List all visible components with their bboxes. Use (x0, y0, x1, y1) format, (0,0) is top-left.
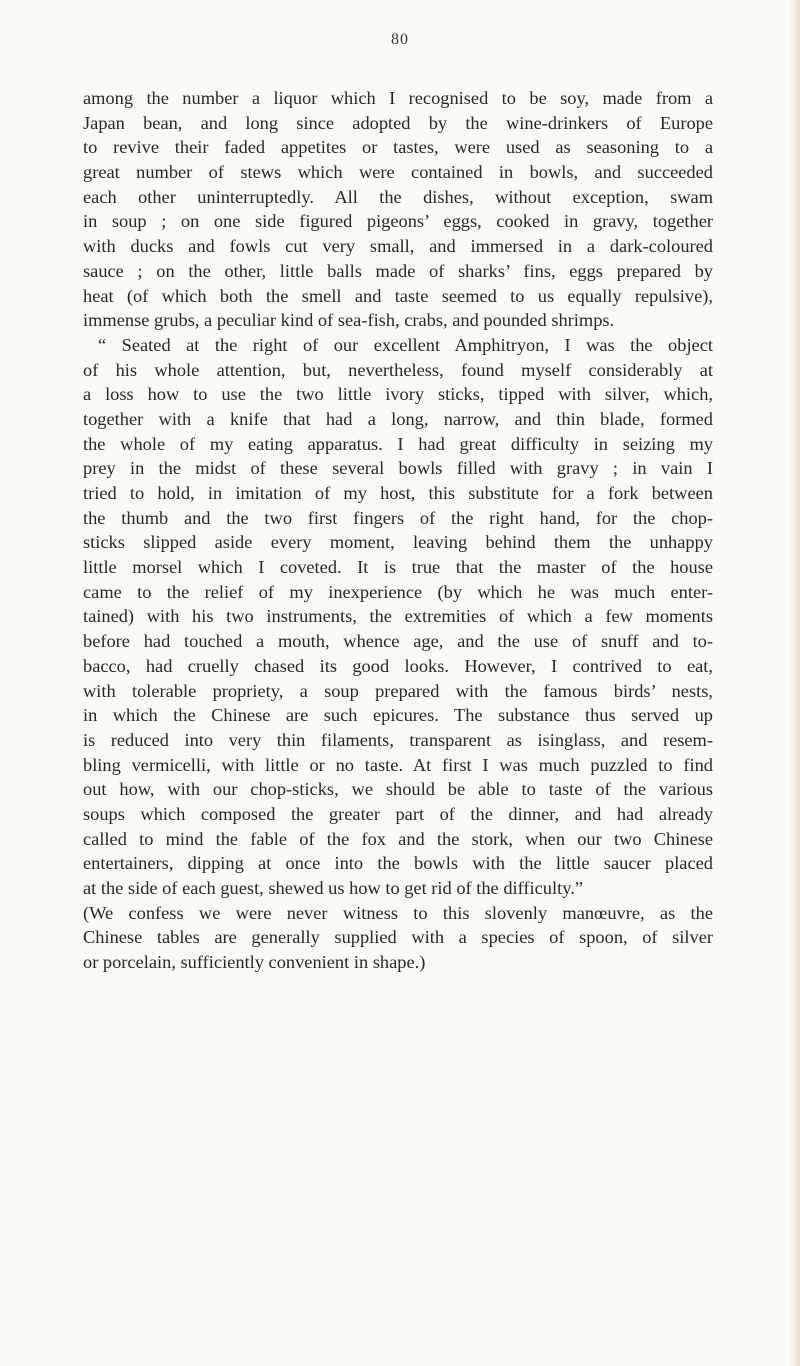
text-line: heat (of which both the smell and taste seemed to us equally repulsive), (83, 285, 713, 306)
text-line: (We confess we were never witness to this slovenly manœuvre, as the (83, 902, 713, 923)
text-line: tained) with his two instruments, the extremities of which a few moments (83, 606, 713, 627)
text-line: to revive their faded appetites or tastes, were used as seasoning to a (83, 137, 713, 158)
text-line: each other uninterruptedly. All the dishes, without exception, swam (83, 186, 713, 207)
text-line: out how, with our chop-sticks, we should be able to taste of the various (83, 779, 713, 800)
text-line: prey in the midst of these several bowls filled with gravy ; in vain I (83, 458, 713, 479)
text-line: or porcelain, sufficiently convenient in shape.) (83, 952, 426, 973)
text-line: a loss how to use the two little ivory sticks, tipped with silver, which, (83, 384, 713, 405)
text-line: bling vermicelli, with little or no taste. At first I was much puzzled to find (83, 754, 713, 775)
text-line: sticks slipped aside every moment, leaving behind them the unhappy (83, 532, 713, 553)
text-line: at the side of each guest, shewed us how to get rid of the difficulty.” (83, 878, 583, 898)
text-line: entertainers, dipping at once into the bowls with the little saucer placed (83, 853, 713, 874)
page-edge-shadow (790, 0, 800, 1366)
text-line: “ Seated at the right of our excellent Amphitryon, I was the object (98, 334, 713, 355)
text-line: great number of stews which were contained in bowls, and succeeded (83, 162, 713, 183)
text-line: Japan bean, and long since adopted by the wine-drinkers of Europe (83, 112, 713, 133)
text-line: soups which composed the greater part of the dinner, and had already (83, 803, 713, 824)
text-line: among the number a liquor which I recognised to be soy, made from a (83, 88, 713, 108)
text-line: called to mind the fable of the fox and the stork, when our two Chinese (83, 828, 713, 849)
text-line: the whole of my eating apparatus. I had great difficulty in seizing my (83, 433, 713, 454)
text-line: in soup ; on one side figured pigeons’ eggs, cooked in gravy, together (83, 211, 713, 232)
text-line: the thumb and the two first fingers of the right hand, for the chop- (83, 507, 713, 528)
text-line: came to the relief of my inexperience (by which he was much enter- (83, 581, 713, 602)
text-line: is reduced into very thin filaments, transparent as isinglass, and resem- (83, 729, 713, 750)
text-line: little morsel which I coveted. It is true that the master of the house (83, 557, 713, 578)
text-line: sauce ; on the other, little balls made of sharks’ fins, eggs prepared by (83, 260, 713, 281)
text-line: together with a knife that had a long, narrow, and thin blade, formed (83, 408, 713, 429)
text-line: before had touched a mouth, whence age, and the use of snuff and to- (83, 631, 713, 652)
body-text (83, 86, 713, 975)
page-number: 80 (391, 31, 409, 48)
text-line: with tolerable propriety, a soup prepared with the famous birds’ nests, (83, 680, 713, 701)
text-line: immense grubs, a peculiar kind of sea-fish, crabs, and pounded shrimps. (83, 310, 615, 331)
text-line: tried to hold, in imitation of my host, this substitute for a fork between (83, 483, 713, 503)
text-line: Chinese tables are generally supplied with a species of spoon, of silver (83, 927, 713, 948)
text-line: with ducks and fowls cut very small, and immersed in a dark-coloured (83, 236, 713, 257)
text-line: bacco, had cruelly chased its good looks. However, I contrived to eat, (83, 655, 713, 676)
text-line: in which the Chinese are such epicures. The substance thus served up (83, 705, 713, 726)
text-line: of his whole attention, but, nevertheless, found myself considerably at (83, 359, 713, 380)
